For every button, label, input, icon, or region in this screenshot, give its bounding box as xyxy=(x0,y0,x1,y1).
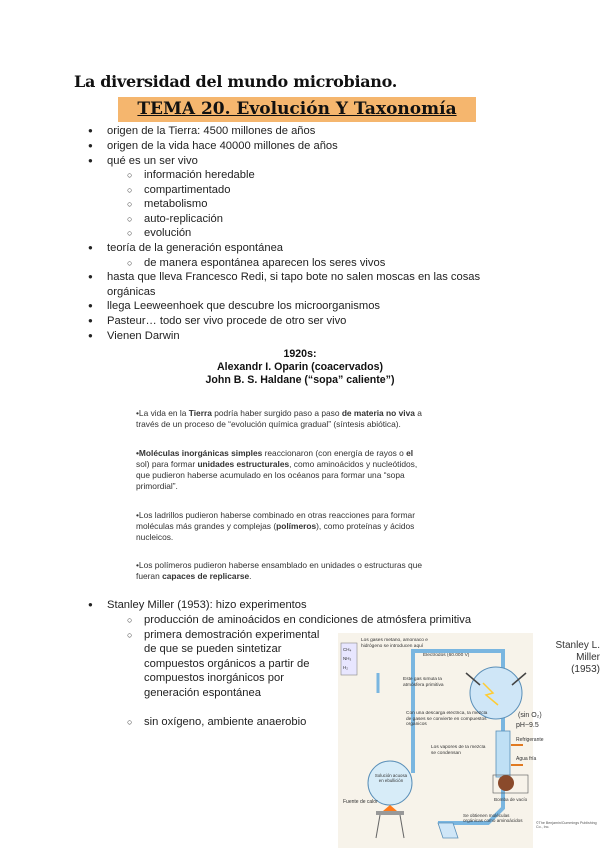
credit-label: ©The Benjamin/Cummings Publishing Co., Inc. xyxy=(536,821,597,830)
no-oxygen-label: (sin O₂) xyxy=(518,712,542,719)
list-item: ● hasta que lleva Francesco Redi, si tapo bote no salen moscas en las cosas xyxy=(107,270,480,285)
pump-label: Bomba de vacío xyxy=(494,797,528,802)
slide-paragraph-4: •Los polímeros pudieron haberse ensamblado en unidades o estructuras que fueran capaces de replicarse. xyxy=(136,560,423,581)
list-item: ● origen de la vida hace 40000 millones de años xyxy=(107,139,338,154)
list-item: ○ metabolismo xyxy=(144,197,207,212)
list-item: ○ evolución xyxy=(144,226,191,241)
topic-banner xyxy=(118,97,476,122)
document-title: La diversidad del mundo microbiano. xyxy=(74,72,397,91)
list-item: ● Stanley Miller (1953): hizo experimentos xyxy=(107,598,307,613)
gases-label: Los gases metano, amoníaco e hidrógeno se introducen aquí xyxy=(361,638,428,649)
list-item: ● Vienen Darwin xyxy=(107,329,180,344)
list-item-continuation: compuestos orgánicos a partir de xyxy=(144,658,310,670)
heat-label: Fuente de calor xyxy=(343,799,378,805)
slide-paragraph-1: •La vida en la Tierra podría haber surgido paso a paso de materia no viva a través de un proceso de “evolución química gradual” (síntesis abiótica). xyxy=(136,408,422,429)
flask-label: Solución acuosa en ebullición xyxy=(374,773,408,783)
topic-title: TEMA 20. Evolución Y Taxonomía xyxy=(137,99,457,119)
list-item: ● teoría de la generación espontánea xyxy=(107,241,283,256)
vacuum-pump xyxy=(498,775,514,791)
list-item: ○ compartimentado xyxy=(144,183,230,198)
list-item: ● Pasteur… todo ser vivo procede de otro ser vivo xyxy=(107,314,346,329)
list-item-continuation: compuestos inorgánicos por xyxy=(144,672,284,684)
slide-heading-2: Alexandr I. Oparin (coacervados) xyxy=(216,361,384,373)
cooling-label: Refrigerante xyxy=(516,737,544,743)
slide-paragraph-3: •Los ladrillos pudieron haberse combinado en otras reacciones para formar moléculas más grandes y complejas (polímeros), como proteínas y ácidos nucleicos. xyxy=(136,510,415,542)
miller-experiment-diagram xyxy=(338,633,600,848)
slide-heading-3: John B. S. Haldane (“sopa” caliente”) xyxy=(205,374,395,386)
list-item: ○ información heredable xyxy=(144,168,255,183)
diagram-caption: Stanley L. Miller (1953) xyxy=(555,640,600,675)
list-item: ○ auto-replicación xyxy=(144,212,223,227)
list-item-continuation: orgánicas xyxy=(107,286,156,298)
list-item: ○ primera demostración experimental xyxy=(144,628,319,643)
result-label: Se obtienen moléculas orgánicas como aminoácidos xyxy=(463,813,523,824)
gas-nh3-label: NH₃ xyxy=(343,656,352,661)
ph-label: pH~9.5 xyxy=(516,722,539,729)
list-item: ● origen de la Tierra: 4500 millones de años xyxy=(107,124,315,139)
list-item: ○ producción de aminoácidos en condiciones de atmósfera primitiva xyxy=(144,613,471,628)
atmosphere-label: Este gas simula la atmósfera primitiva xyxy=(403,677,444,688)
gas-h2-label: H₂ xyxy=(343,665,348,670)
list-item-continuation: generación espontánea xyxy=(144,687,261,699)
electrodes-label: Electrodos (60.000 V) xyxy=(423,653,470,658)
slide-paragraph-2: •Moléculas inorgánicas simples reaccionaron (con energía de rayos o el sol) para formar unidades estructurales, como aminoácidos y nucleótidos, que pudieron haberse acumulado en los océanos para formar una “sopa primordial”. xyxy=(136,448,418,491)
slide-heading-1: 1920s: xyxy=(283,348,317,360)
gas-ch4-label: CH₄ xyxy=(343,647,352,652)
list-item: ○ sin oxígeno, ambiente anaerobio xyxy=(144,715,306,730)
list-item: ○ de manera espontánea aparecen los seres vivos xyxy=(144,256,385,271)
list-item: ● qué es un ser vivo xyxy=(107,154,198,169)
slide-1920s xyxy=(110,348,490,588)
water-label: Agua fría xyxy=(516,756,537,762)
condenser-label: Con una descarga eléctrica, la mezcla de gases se convierte en compuestos orgánicos xyxy=(406,711,488,728)
condenser xyxy=(496,731,510,777)
burner-stand xyxy=(376,811,404,815)
list-item-continuation: de que se pueden sintetizar xyxy=(144,643,282,655)
list-item: ● llega Leeweenhoek que descubre los microorganismos xyxy=(107,299,380,314)
vapor-label: Los vapores de la mezcla se condensan xyxy=(431,745,486,756)
